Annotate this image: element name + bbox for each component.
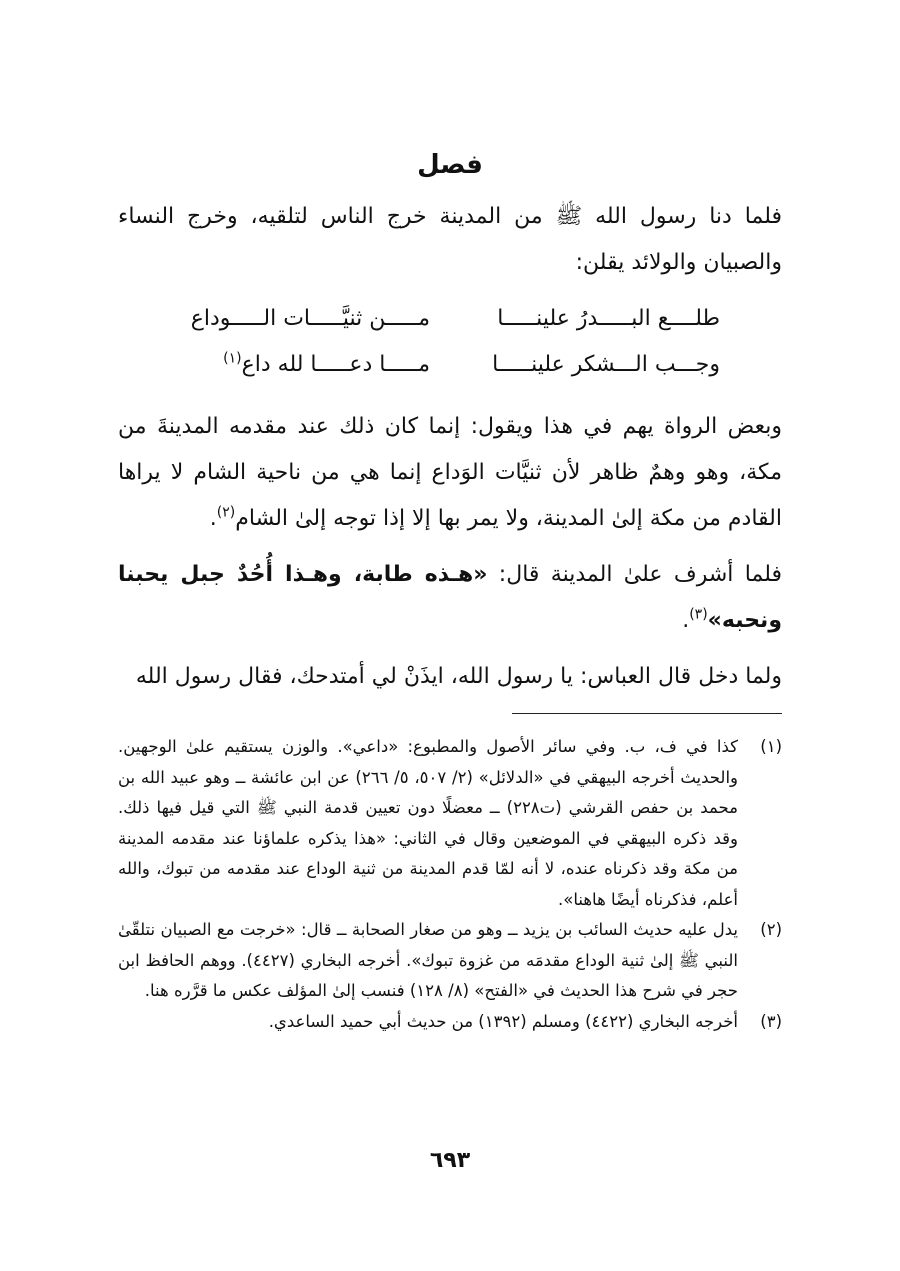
footnote-text: يدل عليه حديث السائب بن يزيد ــ وهو من صغار الصحابة ــ قال: «خرجت مع الصبيان نتلقّىٰ النبي ﷺ إلىٰ ثنية الوداع مقدمَه من غزوة تبوك». أخرجه البخاري (٤٤٢٧). ووهم الحافظ ابن حجر في شرح هذا الحديث في «الفتح» (٨/ ١٢٨) فنسب إلىٰ المؤلف عكس ما قرَّره هنا. — [118, 920, 738, 1000]
poem-verse-2 — [180, 342, 720, 388]
footnote-number: (١) — [760, 737, 782, 756]
hadith-quote: «هـذه طابة، وهـذا أُحُدٌ جبل يحبنا ونحبه» — [118, 562, 782, 633]
paragraph-3 — [118, 552, 782, 644]
footnote-divider — [512, 713, 782, 714]
paragraph-1: فلما دنا رسول الله ﷺ من المدينة خرج الناس لتلقيه، وخرج النساء والصبيان والولائد يقلن: — [118, 204, 782, 275]
page-number: ٦٩٣ — [429, 1148, 471, 1173]
poem-hemistich: وجـــب الـــشكر علينـــــا — [492, 352, 720, 377]
paragraph-2 — [118, 404, 782, 542]
poem-hemistich-text: مـــــا دعـــــا لله داع — [241, 352, 430, 377]
paragraph-text: فلما أشرف علىٰ المدينة قال: — [487, 562, 783, 587]
footnote-2 — [118, 915, 782, 1007]
footnote-ref: (٣) — [689, 606, 708, 623]
footnote-text: أخرجه البخاري (٤٤٢٢) ومسلم (١٣٩٢) من حديث أبي حميد الساعدي. — [268, 1011, 738, 1031]
poem-hemistich: طلــــع البـــــدرُ علينـــــا — [497, 306, 720, 331]
punctuation: . — [682, 608, 690, 633]
paragraph-text: وبعض الرواة يهم في هذا ويقول: إنما كان ذلك عند مقدمه المدينةَ من مكة، وهو وهمٌ ظاهر لأن ثنيَّات الوَداع إنما هي من ناحية الشام لا يراها القادم من مكة إلىٰ المدينة، ولا يمر بها إلا إذا توجه إلىٰ الشام — [118, 414, 782, 531]
section-heading: فصل — [417, 150, 483, 180]
paragraph-4: ولما دخل قال العباس: يا رسول الله، ايذَنْ لي أمتدحك، فقال رسول الله — [135, 664, 782, 689]
footnote-ref: (١) — [223, 350, 242, 367]
punctuation: . — [209, 506, 217, 531]
poem-verse-1 — [180, 296, 720, 342]
footnote-ref: (٢) — [216, 504, 236, 521]
poem — [180, 296, 720, 388]
footnotes — [118, 732, 782, 1037]
footnote-3 — [118, 1007, 782, 1038]
poem-hemistich — [180, 342, 430, 388]
poem-hemistich: مـــــن ثنيَّـــــات الـــــوداع — [190, 306, 430, 331]
footnote-number: (٣) — [760, 1011, 782, 1031]
footnote-number: (٢) — [760, 920, 782, 939]
footnote-1 — [118, 732, 782, 915]
footnote-text: كذا في ف، ب. وفي سائر الأصول والمطبوع: «داعي». والوزن يستقيم علىٰ الوجهين. والحديث أخرجه البيهقي في «الدلائل» (٢/ ٥٠٧، ٥/ ٢٦٦) عن ابن عائشة ــ وهو عبيد الله بن محمد بن حفص القرشي (ت٢٢٨) ــ معضلًا دون تعيين قدمة النبي ﷺ التي قيل فيها ذلك. وقد ذكره البيهقي في الموضعين وقال في الثاني: «هذا يذكره علماؤنا عند مقدمه المدينة من مكة وقد ذكرناه عنده، لا أنه لمّا قدم المدينة من ثنية الوداع عند مقدمه من تبوك، والله أعلم، فذكرناه أيضًا هاهنا». — [118, 737, 739, 909]
